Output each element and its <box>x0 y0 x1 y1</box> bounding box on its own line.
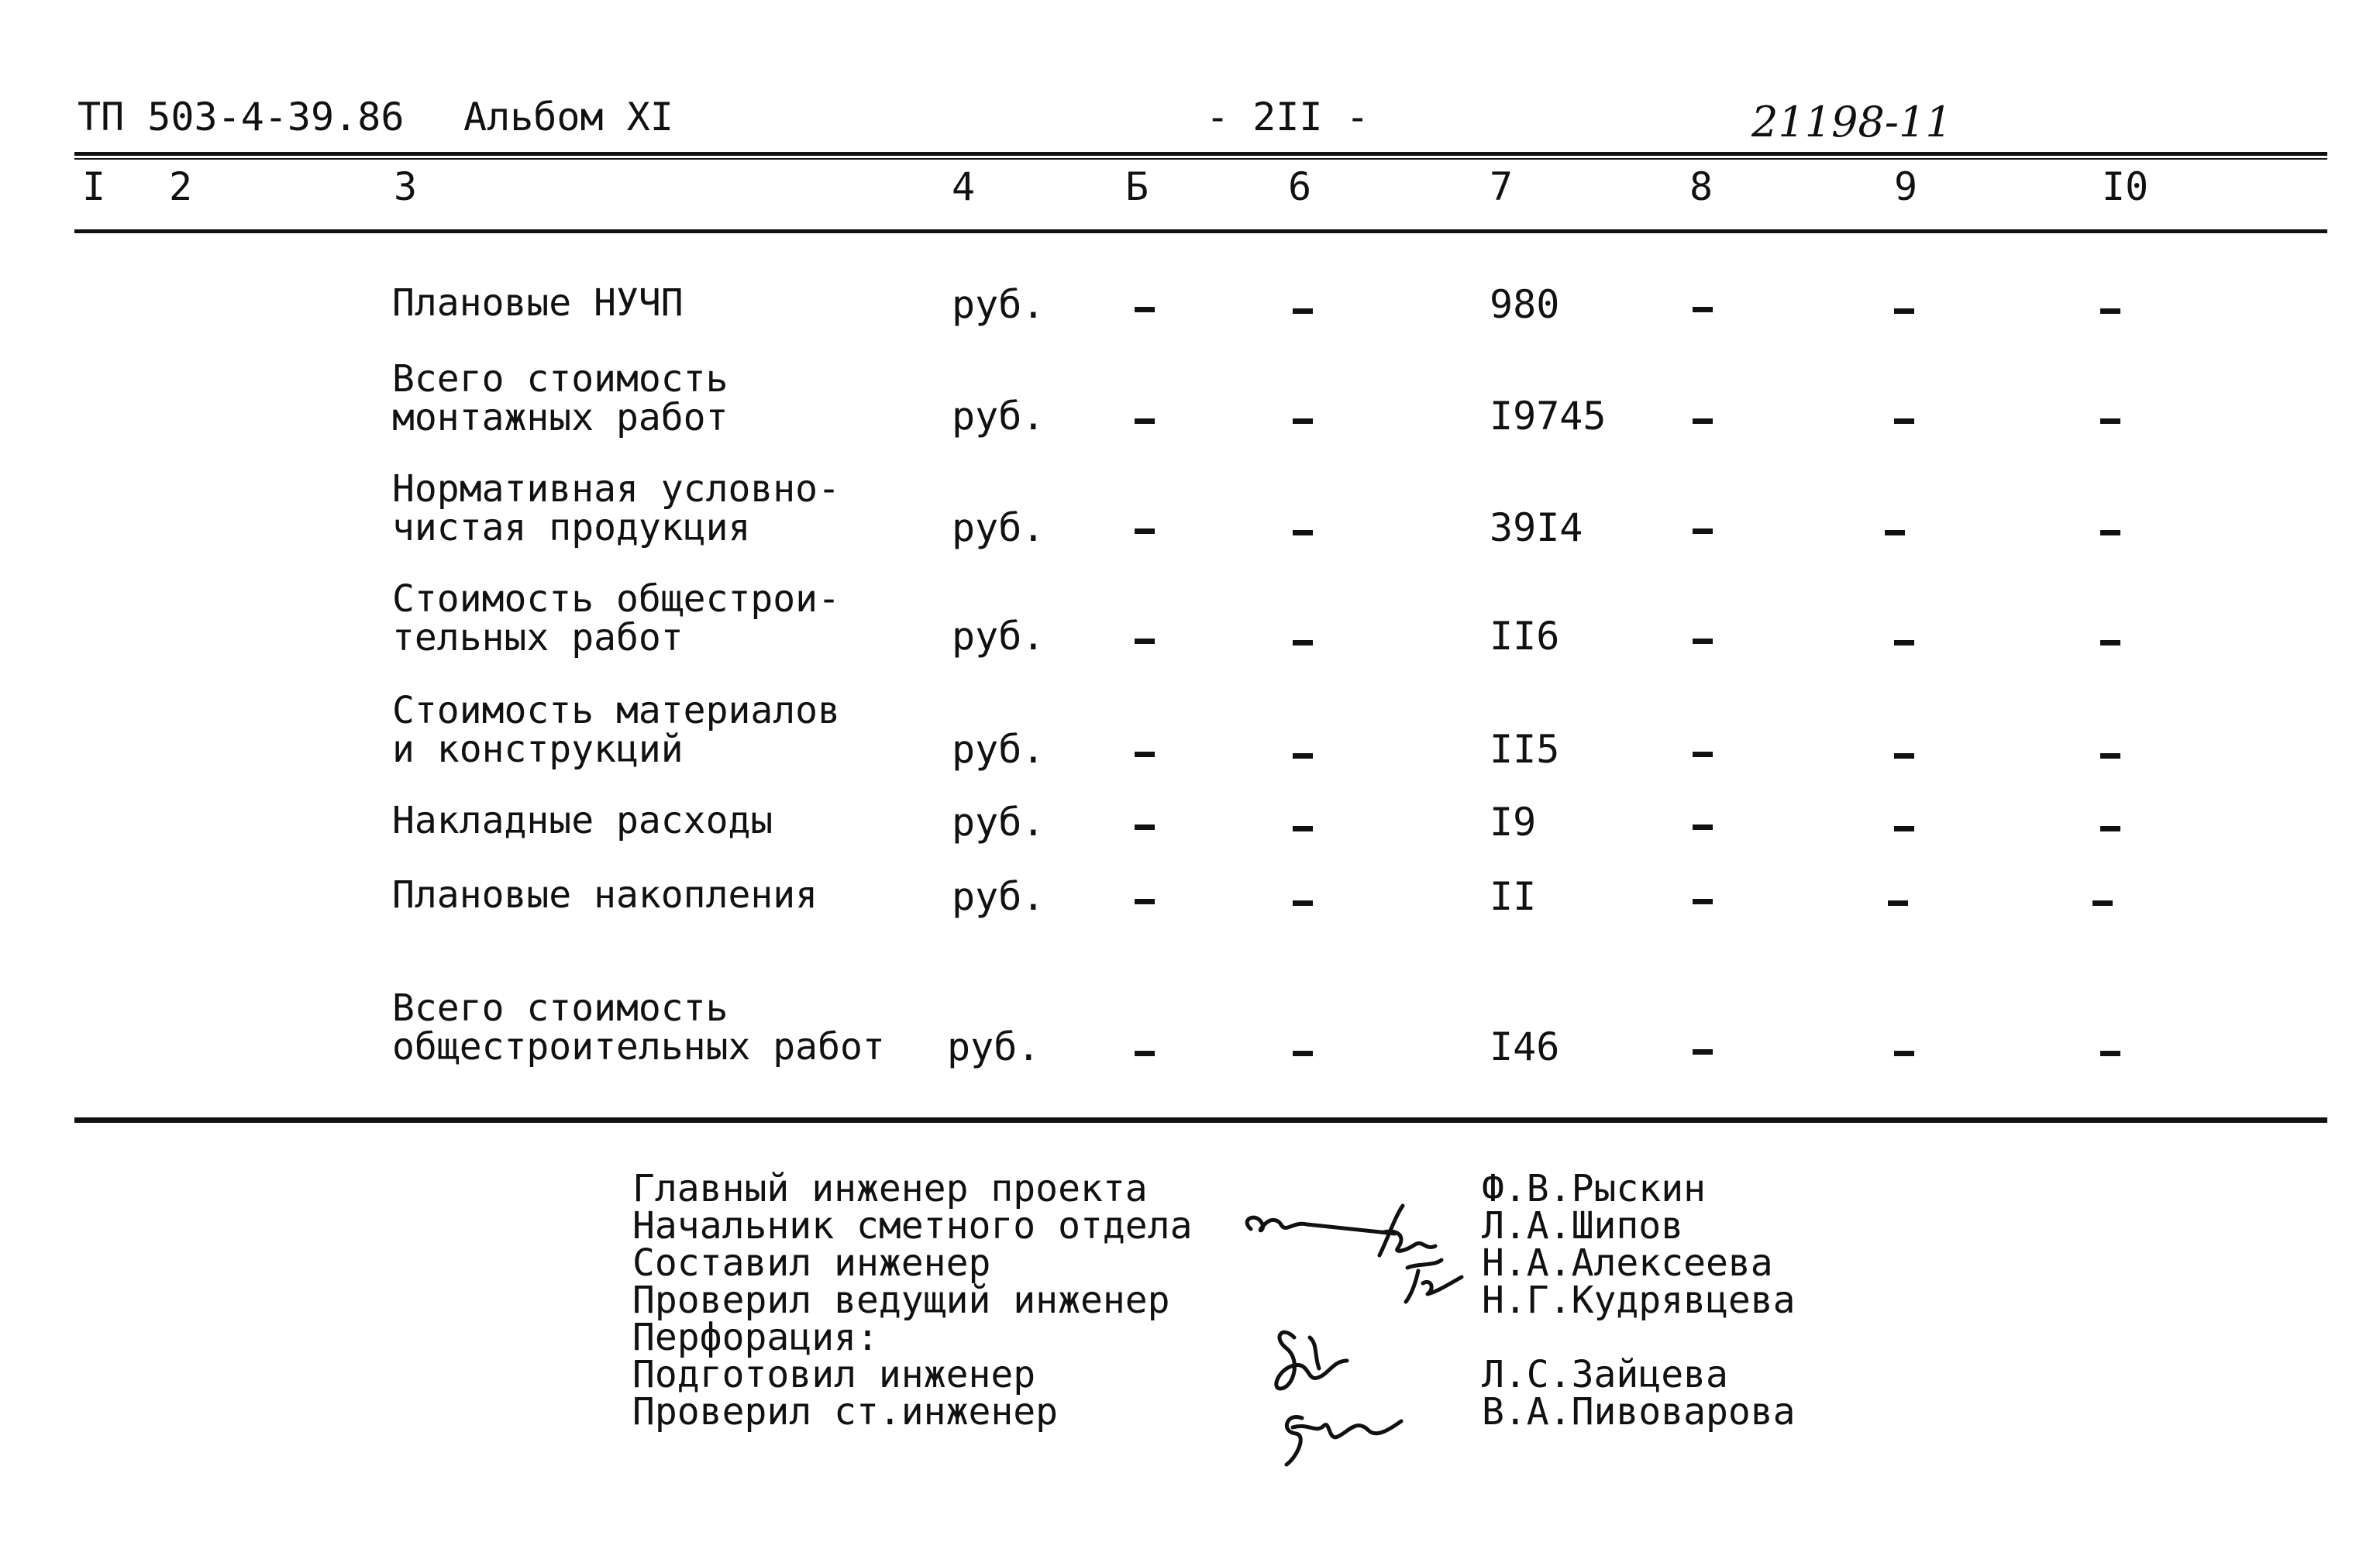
table-row-name: Всего стоимость монтажных работ <box>392 357 728 439</box>
empty-cell-dash <box>1293 530 1313 535</box>
role-compiled-engineer: Составил инженер <box>632 1241 991 1285</box>
doc-code: ТП 503-4-39.86 <box>77 95 405 139</box>
column-header-rule <box>74 229 2327 233</box>
table-row-unit: руб. <box>952 282 1045 327</box>
table-row-name: Стоимость материалов и конструкций <box>392 689 840 771</box>
table-row-unit: руб. <box>952 727 1045 772</box>
table-row-unit: руб. <box>952 874 1045 919</box>
table-row-unit: руб. <box>952 505 1045 550</box>
empty-cell-dash <box>1293 640 1313 645</box>
empty-cell-dash <box>1894 418 1914 424</box>
col-number-7: 7 <box>1490 164 1514 209</box>
table-bottom-rule <box>74 1117 2327 1123</box>
empty-cell-dash <box>1693 639 1713 644</box>
empty-cell-dash <box>1894 826 1914 831</box>
table-row-value: II <box>1490 874 1537 919</box>
empty-cell-dash <box>1894 1051 1914 1056</box>
empty-cell-dash <box>2100 530 2120 535</box>
table-row-unit: руб. <box>952 800 1045 845</box>
col-number-2: 2 <box>169 164 193 209</box>
col-number-9: 9 <box>1894 164 1918 209</box>
empty-cell-dash <box>1135 639 1155 644</box>
name-shipov: Л.А.Шипов <box>1482 1204 1684 1248</box>
empty-cell-dash <box>1693 899 1713 904</box>
empty-cell-dash <box>1135 824 1155 830</box>
col-number-1: I <box>82 164 106 209</box>
name-pivovarova: В.А.Пивоварова <box>1482 1390 1796 1434</box>
empty-cell-dash <box>2092 900 2113 906</box>
empty-cell-dash <box>1135 418 1155 424</box>
table-row-value: I46 <box>1490 1024 1560 1069</box>
empty-cell-dash <box>1894 640 1914 645</box>
col-number-6: 6 <box>1288 164 1312 209</box>
empty-cell-dash <box>1293 826 1313 831</box>
empty-cell-dash <box>1135 752 1155 757</box>
empty-cell-dash <box>1885 530 1905 535</box>
name-blank <box>1482 1319 1796 1356</box>
signature-names <box>1482 1167 1796 1434</box>
album-label: Альбом XI <box>463 95 673 139</box>
empty-cell-dash <box>2100 1051 2120 1056</box>
table-row-name: Плановые НУЧП <box>392 281 684 325</box>
table-row-value: I9 <box>1490 800 1537 845</box>
empty-cell-dash <box>1293 753 1313 759</box>
empty-cell-dash <box>2100 826 2120 831</box>
empty-cell-dash <box>1693 307 1713 312</box>
table-row-name: Нормативная условно- чистая продукция <box>392 467 840 549</box>
role-prepared-engineer: Подготовил инженер <box>632 1353 1036 1396</box>
empty-cell-dash <box>1693 528 1713 534</box>
empty-cell-dash <box>1888 900 1908 906</box>
handwritten-number: 21198-11 <box>1751 98 1952 146</box>
table-row-value: I9745 <box>1490 394 1607 439</box>
col-number-5: Б <box>1125 164 1149 209</box>
page-number: - 2II - <box>1206 95 1369 139</box>
role-head-estimate-dept: Начальник сметного отдела <box>632 1204 1193 1248</box>
empty-cell-dash <box>1693 418 1713 424</box>
col-number-4: 4 <box>952 164 976 209</box>
name-ryskin: Ф.В.Рыскин <box>1482 1167 1706 1210</box>
role-checked-senior-engineer: Проверил ст.инженер <box>632 1390 1059 1434</box>
name-zaitseva: Л.С.Зайцева <box>1482 1353 1728 1396</box>
role-perforation: Перфорация: <box>632 1316 879 1359</box>
header-rule-top <box>74 152 2327 156</box>
table-row-unit: руб. <box>952 614 1045 659</box>
empty-cell-dash <box>1293 1051 1313 1056</box>
col-number-3: 3 <box>394 164 418 209</box>
empty-cell-dash <box>2100 418 2120 424</box>
col-number-8: 8 <box>1689 164 1714 209</box>
table-row-unit: руб. <box>947 1024 1041 1069</box>
col-number-10: I0 <box>2102 164 2149 209</box>
empty-cell-dash <box>1293 418 1313 424</box>
role-chief-engineer: Главный инженер проекта <box>632 1167 1148 1210</box>
header-rule-top-thin <box>74 158 2327 160</box>
table-row-name: Всего стоимость общестроительных работ <box>392 986 885 1069</box>
table-row-name: Накладные расходы <box>392 799 773 842</box>
empty-cell-dash <box>1693 752 1713 757</box>
empty-cell-dash <box>2100 640 2120 645</box>
empty-cell-dash <box>1894 753 1914 759</box>
table-row-unit: руб. <box>952 394 1045 439</box>
table-row-value: II6 <box>1490 614 1560 659</box>
name-kudryavtseva: Н.Г.Кудрявцева <box>1482 1279 1796 1322</box>
empty-cell-dash <box>2100 308 2120 314</box>
handwritten-signatures <box>1232 1186 1488 1480</box>
signature-roles <box>632 1167 1193 1434</box>
table-row-name: Плановые накопления <box>392 873 818 917</box>
empty-cell-dash <box>1135 1051 1155 1056</box>
empty-cell-dash <box>1693 824 1713 830</box>
empty-cell-dash <box>1894 308 1914 314</box>
empty-cell-dash <box>1135 528 1155 534</box>
empty-cell-dash <box>1135 307 1155 312</box>
empty-cell-dash <box>1693 1049 1713 1055</box>
empty-cell-dash <box>1293 900 1313 906</box>
table-row-value: 39I4 <box>1490 505 1583 550</box>
table-row-value: 980 <box>1490 282 1560 327</box>
name-alekseeva: Н.А.Алексеева <box>1482 1241 1773 1285</box>
table-row-name: Стоимость общестрои- тельных работ <box>392 577 840 659</box>
empty-cell-dash <box>1135 899 1155 904</box>
empty-cell-dash <box>2100 753 2120 759</box>
empty-cell-dash <box>1293 308 1313 314</box>
table-row-value: II5 <box>1490 727 1560 772</box>
role-checked-lead-engineer: Проверил ведущий инженер <box>632 1279 1170 1322</box>
